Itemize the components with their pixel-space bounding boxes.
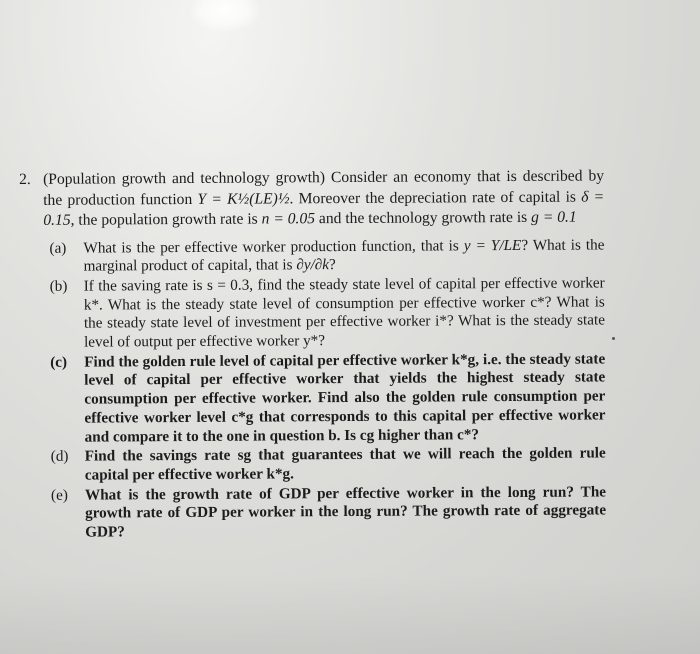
paper-shadow	[0, 574, 700, 654]
part-c	[50, 350, 606, 447]
part-d-text: Find the savings rate sg that guarantees that we will reach the golden rule capital per effective worker k*g.	[84, 444, 606, 484]
part-d	[51, 445, 606, 486]
part-b	[50, 274, 605, 352]
part-a-text-3: ?	[328, 256, 336, 274]
part-label: (d)	[50, 447, 69, 466]
part-a-text-1: What is the per effective worker production function, that is	[83, 236, 464, 257]
problem-intro	[19, 166, 604, 231]
part-label: (a)	[49, 239, 67, 257]
part-e	[51, 483, 606, 542]
part-a	[49, 236, 604, 277]
production-function: Y = K½(LE)½	[197, 189, 290, 208]
technology-growth-rate: g = 0.1	[531, 208, 577, 226]
part-label: (c)	[50, 353, 68, 371]
problem-2	[19, 166, 606, 543]
problem-title: (Population growth and technology growth)	[43, 169, 326, 188]
paper-speck	[612, 337, 615, 340]
part-c-text: Find the golden rule level of capital per effective worker k*g, i.e. the steady state level of capital per effective worker that yields the highest steady state consumption per effective worker. Find also the golden rule consumption per effective worker level c*g that corresponds to this capital per effective worker and compare it to the one in question b. Is cg higher than c*?	[84, 350, 606, 446]
depreciation-rate: δ = 0.15	[43, 187, 605, 229]
part-b-text: If the saving rate is s = 0.3, find the steady state level of capital per effective worker k*. What is the steady state level of consumption per effective worker c*? What is the steady state level of investment per effective worker i*? What is the steady state level of output per effective worker y*?	[83, 274, 605, 351]
intro-text-b: . Moreover the depreciation rate of capital is	[289, 188, 582, 207]
part-e-text: What is the growth rate of GDP per effective worker in the long run? The growth rate of GDP per worker in the long run? The growth rate of aggregate GDP?	[84, 483, 607, 541]
part-a-text	[83, 236, 604, 277]
population-growth-rate: n = 0.05	[261, 210, 316, 228]
marginal-product: ∂y/∂k	[296, 256, 330, 274]
camera-glare	[190, 0, 260, 32]
part-label: (b)	[49, 277, 68, 295]
part-a-text-2: ? What is the marginal product of capital, that is	[83, 235, 605, 275]
per-worker-function: y = Y/LE	[463, 236, 522, 254]
intro-text-c: , the population growth rate is	[70, 210, 262, 229]
intro-text-a: Consider an economy that is described by the production function	[43, 167, 605, 209]
sub-questions	[19, 236, 606, 543]
part-label: (e)	[50, 486, 68, 504]
problem-statement	[43, 166, 604, 231]
problem-number: 2.	[19, 170, 31, 188]
intro-text-d: and the technology growth rate is	[314, 208, 532, 228]
